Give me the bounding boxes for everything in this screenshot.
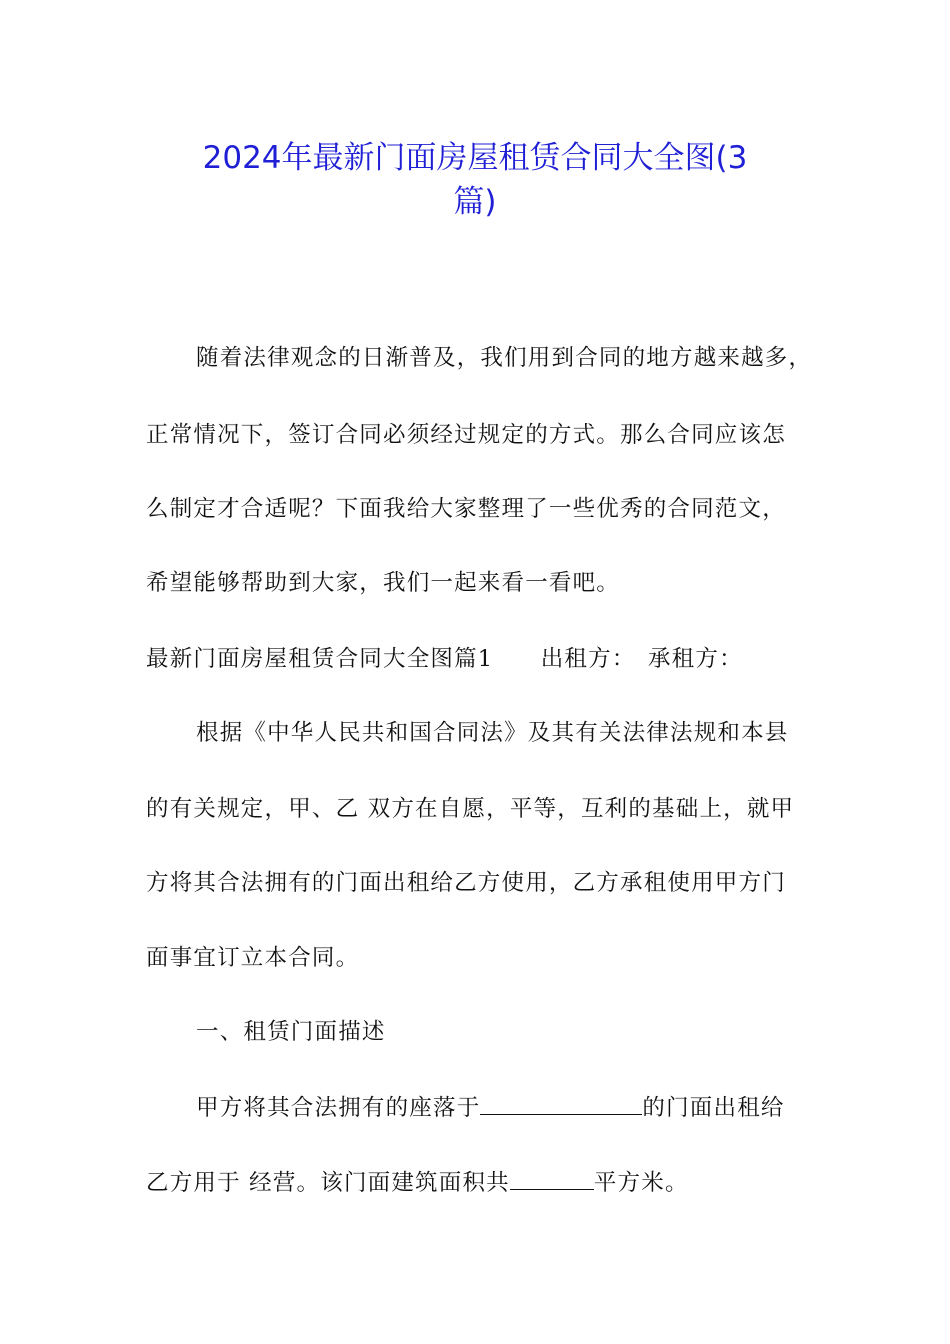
location-blank [480,1092,642,1115]
section-heading: 最新门面房屋租赁合同大全图篇1 出租方： 承租方： [146,646,743,672]
paragraph-line-1: 根据《中华人民共和国合同法》及其有关法律法规和本县 [196,720,789,746]
paragraph-line-3: 方将其合法拥有的门面出租给乙方使用，乙方承租使用甲方门 [146,870,786,896]
clause-heading: 一、租赁门面描述 [196,1019,386,1045]
intro-line-1: 随着法律观念的日渐普及，我们用到合同的地方越来越多， [196,345,813,371]
clause-line-2-after: 平方米。 [593,1170,689,1196]
clause-line-1-before: 甲方将其合法拥有的座落于 [196,1095,481,1121]
clause-line-1 [196,1092,785,1123]
clause-line-2 [146,1167,689,1198]
clause-line-1-after: 的门面出租给 [642,1095,785,1121]
clause-line-2-before: 乙方用于 经营。该门面建筑面积共 [146,1170,510,1196]
area-blank [510,1167,594,1190]
document-title-line-1: 2024年最新门面房屋租赁合同大全图(3 [202,140,748,176]
intro-line-2: 正常情况下，签订合同必须经过规定的方式。那么合同应该怎 [146,422,786,448]
document-title-line-2: 篇) [453,184,497,220]
intro-line-3: 么制定才合适呢？下面我给大家整理了一些优秀的合同范文， [146,496,786,522]
paragraph-line-4: 面事宜订立本合同。 [146,945,360,971]
intro-line-4: 希望能够帮助到大家，我们一起来看一看吧。 [146,570,621,596]
paragraph-line-2: 的有关规定，甲、乙 双方在自愿，平等，互利的基础上，就甲 [146,796,795,822]
